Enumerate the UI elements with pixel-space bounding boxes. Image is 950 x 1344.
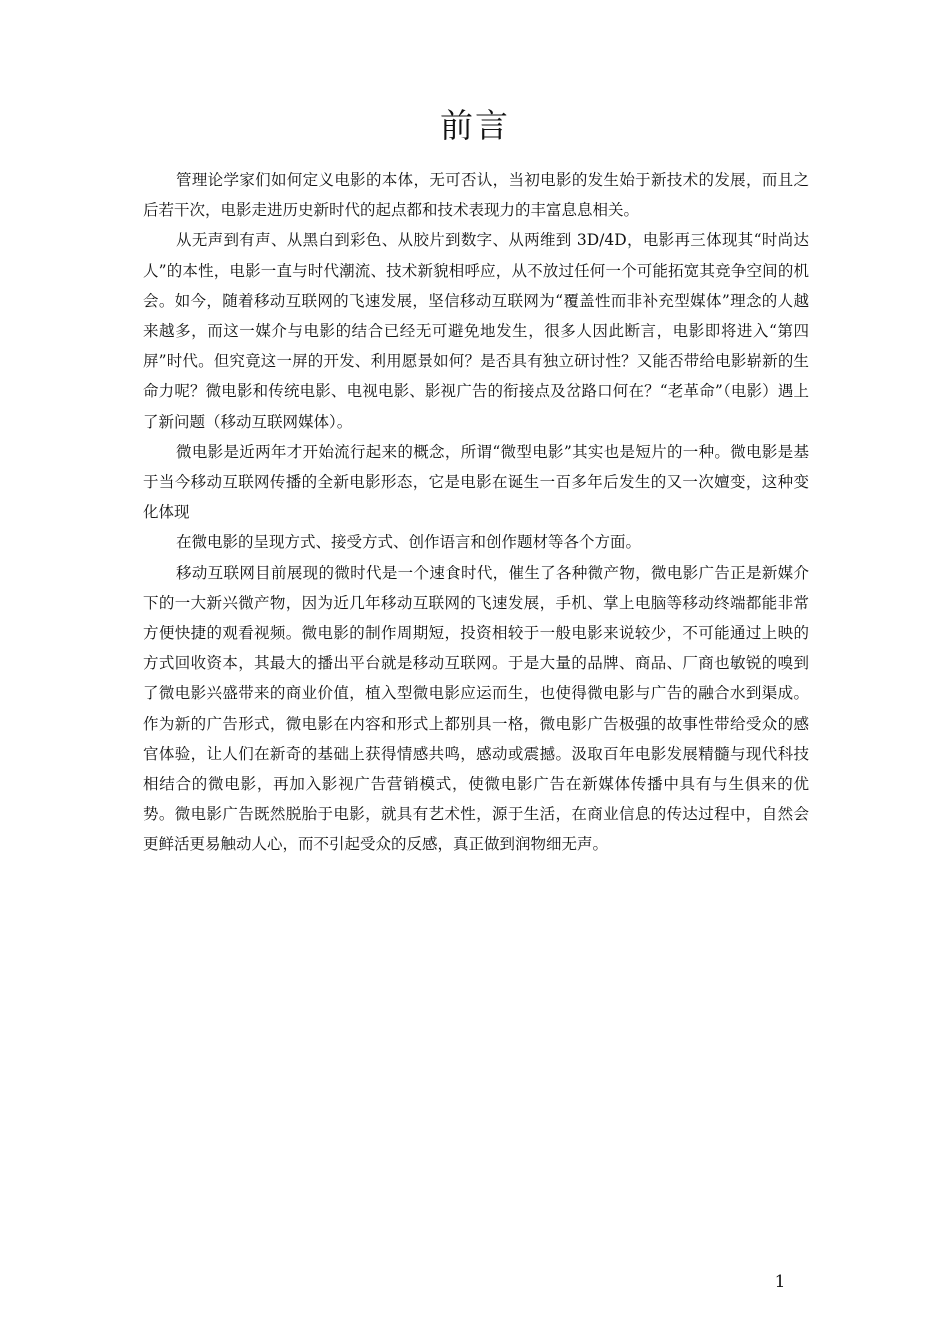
paragraph-1: 管理论学家们如何定义电影的本体，无可否认，当初电影的发生始于新技术的发展，而且之后若干次，电影走进历史新时代的起点都和技术表现力的丰富息息相关。 [143,171,809,220]
paragraph-2: 从无声到有声、从黑白到彩色、从胶片到数字、从两维到 3D/4D，电影再三体现其“时尚达人”的本性，电影一直与时代潮流、技术新貌相呼应，从不放过任何一个可能拓宽其竞争空间的机会。如今，随着移动互联网的飞速发展，坚信移动互联网为“覆盖性而非补充型媒体”理念的人越来越多，而这一媒介与电影的结合已经无可避免地发生，很多人因此断言，电影即将进入“第四屏”时代。但究竟这一屏的开发、利用愿景如何？是否具有独立研讨性？又能否带给电影崭新的生命力呢？微电影和传统电影、电视电影、影视广告的衔接点及岔路口何在？“老革命”（电影）遇上了新问题（移动互联网媒体）。 [143,231,809,431]
page-number: 1 [774,1272,786,1292]
paragraph-5: 移动互联网目前展现的微时代是一个速食时代，催生了各种微产物，微电影广告正是新媒介下的一大新兴微产物，因为近几年移动互联网的飞速发展，手机、掌上电脑等移动终端都能非常方便快捷的观看视频。微电影的制作周期短，投资相较于一般电影来说较少，不可能通过上映的方式回收资本，其最大的播出平台就是移动互联网。于是大量的品牌、商品、厂商也敏锐的嗅到了微电影兴盛带来的商业价值，植入型微电影应运而生，也使得微电影与广告的融合水到渠成。作为新的广告形式，微电影在内容和形式上都别具一格，微电影广告极强的故事性带给受众的感官体验，让人们在新奇的基础上获得情感共鸣，感动或震撼。汲取百年电影发展精髓与现代科技相结合的微电影，再加入影视广告营销模式，使微电影广告在新媒体传播中具有与生俱来的优势。微电影广告既然脱胎于电影，就具有艺术性，源于生活，在商业信息的传达过程中，自然会更鲜活更易触动人心，而不引起受众的反感，真正做到润物细无声。 [143,563,809,854]
page-title: 前言 [440,106,510,145]
paragraph-4: 在微电影的呈现方式、接受方式、创作语言和创作题材等各个方面。 [176,533,642,552]
document-body [143,165,809,860]
paragraph-3: 微电影是近两年才开始流行起来的概念，所谓“微型电影”其实也是短片的一种。微电影是基于当今移动互联网传播的全新电影形态，它是电影在诞生一百多年后发生的又一次嬗变，这种变化体现 [143,442,809,522]
